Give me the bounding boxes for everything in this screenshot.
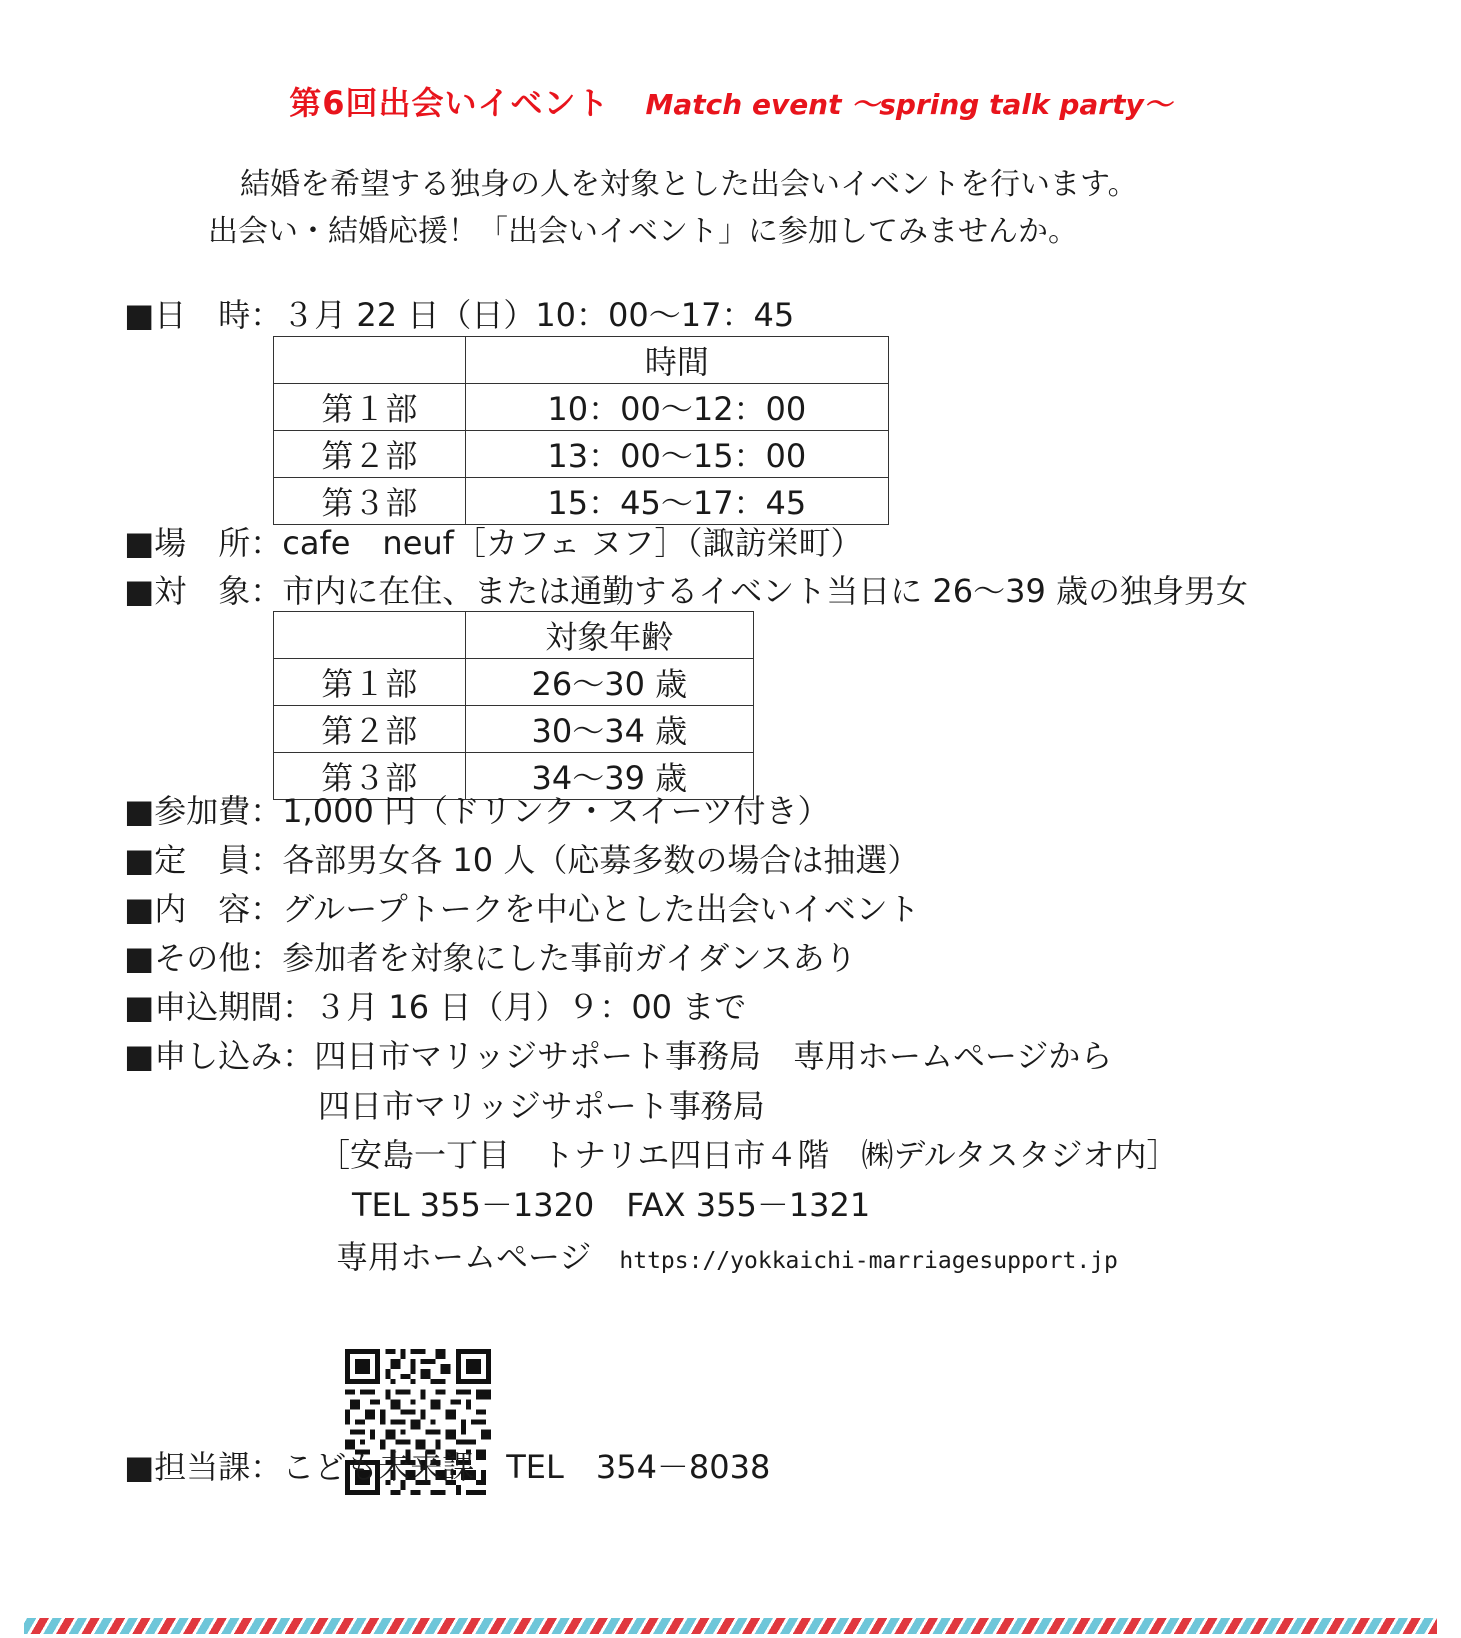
fee-label: ■参加費： xyxy=(124,792,283,830)
apply-homepage xyxy=(336,1232,1118,1278)
contact-label: ■担当課： xyxy=(124,1448,283,1486)
age-table-corner xyxy=(274,612,466,659)
session-age: 26～30 歳 xyxy=(465,659,753,706)
place-value: cafe neuf［カフェ ヌフ］（諏訪栄町） xyxy=(282,524,863,562)
session-name: 第２部 xyxy=(274,431,466,478)
session-age: 30～34 歳 xyxy=(465,706,753,753)
fee-row xyxy=(124,786,829,832)
time-table-corner xyxy=(274,337,466,384)
target-value: 市内に在住、または通勤するイベント当日に 26～39 歳の独身男女 xyxy=(282,572,1249,610)
homepage-url[interactable]: https://yokkaichi-marriagesupport.jp xyxy=(619,1248,1118,1274)
period-label: ■申込期間： xyxy=(124,988,315,1026)
intro-line-2: 出会い・結婚応援！「出会いイベント」に参加してみませんか。 xyxy=(208,214,1078,249)
age-table xyxy=(273,611,754,800)
session-name: 第３部 xyxy=(274,478,466,525)
title-english: Match event ～spring talk party～ xyxy=(645,88,1172,121)
apply-phone: TEL 355－1320 FAX 355－1321 xyxy=(352,1186,871,1224)
place-label: ■場 所： xyxy=(124,524,283,562)
other-value: 参加者を対象にした事前ガイダンスあり xyxy=(282,939,857,977)
content-row xyxy=(124,884,920,930)
event-title xyxy=(0,78,1461,124)
session-time: 13：00～15：00 xyxy=(465,431,888,478)
homepage-label: 専用ホームページ xyxy=(336,1238,592,1276)
table-row xyxy=(274,431,889,478)
apply-label: ■申し込み： xyxy=(124,1037,315,1075)
content-label: ■内 容： xyxy=(124,890,283,928)
fee-value: 1,000 円（ドリンク・スイーツ付き） xyxy=(282,792,830,830)
period-row xyxy=(124,982,746,1028)
content-value: グループトークを中心とした出会いイベント xyxy=(282,890,920,928)
table-row xyxy=(274,706,754,753)
target-label: ■対 象： xyxy=(124,572,283,610)
time-table-header xyxy=(274,337,889,384)
intro-line-1: 結婚を希望する独身の人を対象とした出会いイベントを行います。 xyxy=(240,167,1138,202)
age-table-header-age: 対象年齢 xyxy=(465,612,753,659)
table-row xyxy=(274,659,754,706)
apply-address: ［安島一丁目 トナリエ四日市４階 ㈱デルタスタジオ内］ xyxy=(318,1136,1179,1174)
title-japanese: 第6回出会いイベント xyxy=(289,84,610,122)
period-value: ３月 16 日（月）９：00 まで xyxy=(314,988,747,1026)
session-name: 第２部 xyxy=(274,706,466,753)
session-name: 第１部 xyxy=(274,659,466,706)
session-name: 第１部 xyxy=(274,384,466,431)
contact-value: こども未来課 TEL 354－8038 xyxy=(282,1448,771,1486)
session-time: 10：00～12：00 xyxy=(465,384,888,431)
capacity-row xyxy=(124,835,919,881)
target-row xyxy=(124,566,1248,612)
age-table-header xyxy=(274,612,754,659)
other-label: ■その他： xyxy=(124,939,283,977)
apply-value: 四日市マリッジサポート事務局 専用ホームページから xyxy=(314,1037,1113,1075)
capacity-label: ■定 員： xyxy=(124,841,283,879)
time-table-header-time: 時間 xyxy=(465,337,888,384)
datetime-label: ■日 時： xyxy=(124,296,283,334)
apply-row xyxy=(124,1031,1112,1077)
contact-row xyxy=(124,1442,770,1488)
session-time: 15：45～17：45 xyxy=(465,478,888,525)
capacity-value: 各部男女各 10 人（応募多数の場合は抽選） xyxy=(282,841,920,879)
other-row xyxy=(124,933,857,979)
table-row xyxy=(274,384,889,431)
place-row xyxy=(124,518,863,564)
datetime-row xyxy=(124,290,794,336)
session-name: 第３部 xyxy=(274,753,466,800)
apply-office: 四日市マリッジサポート事務局 xyxy=(318,1087,765,1125)
decorative-stripe-border xyxy=(24,1618,1437,1634)
session-age: 34～39 歳 xyxy=(465,753,753,800)
datetime-value: ３月 22 日（日）10：00～17：45 xyxy=(282,296,795,334)
time-table xyxy=(273,336,889,525)
